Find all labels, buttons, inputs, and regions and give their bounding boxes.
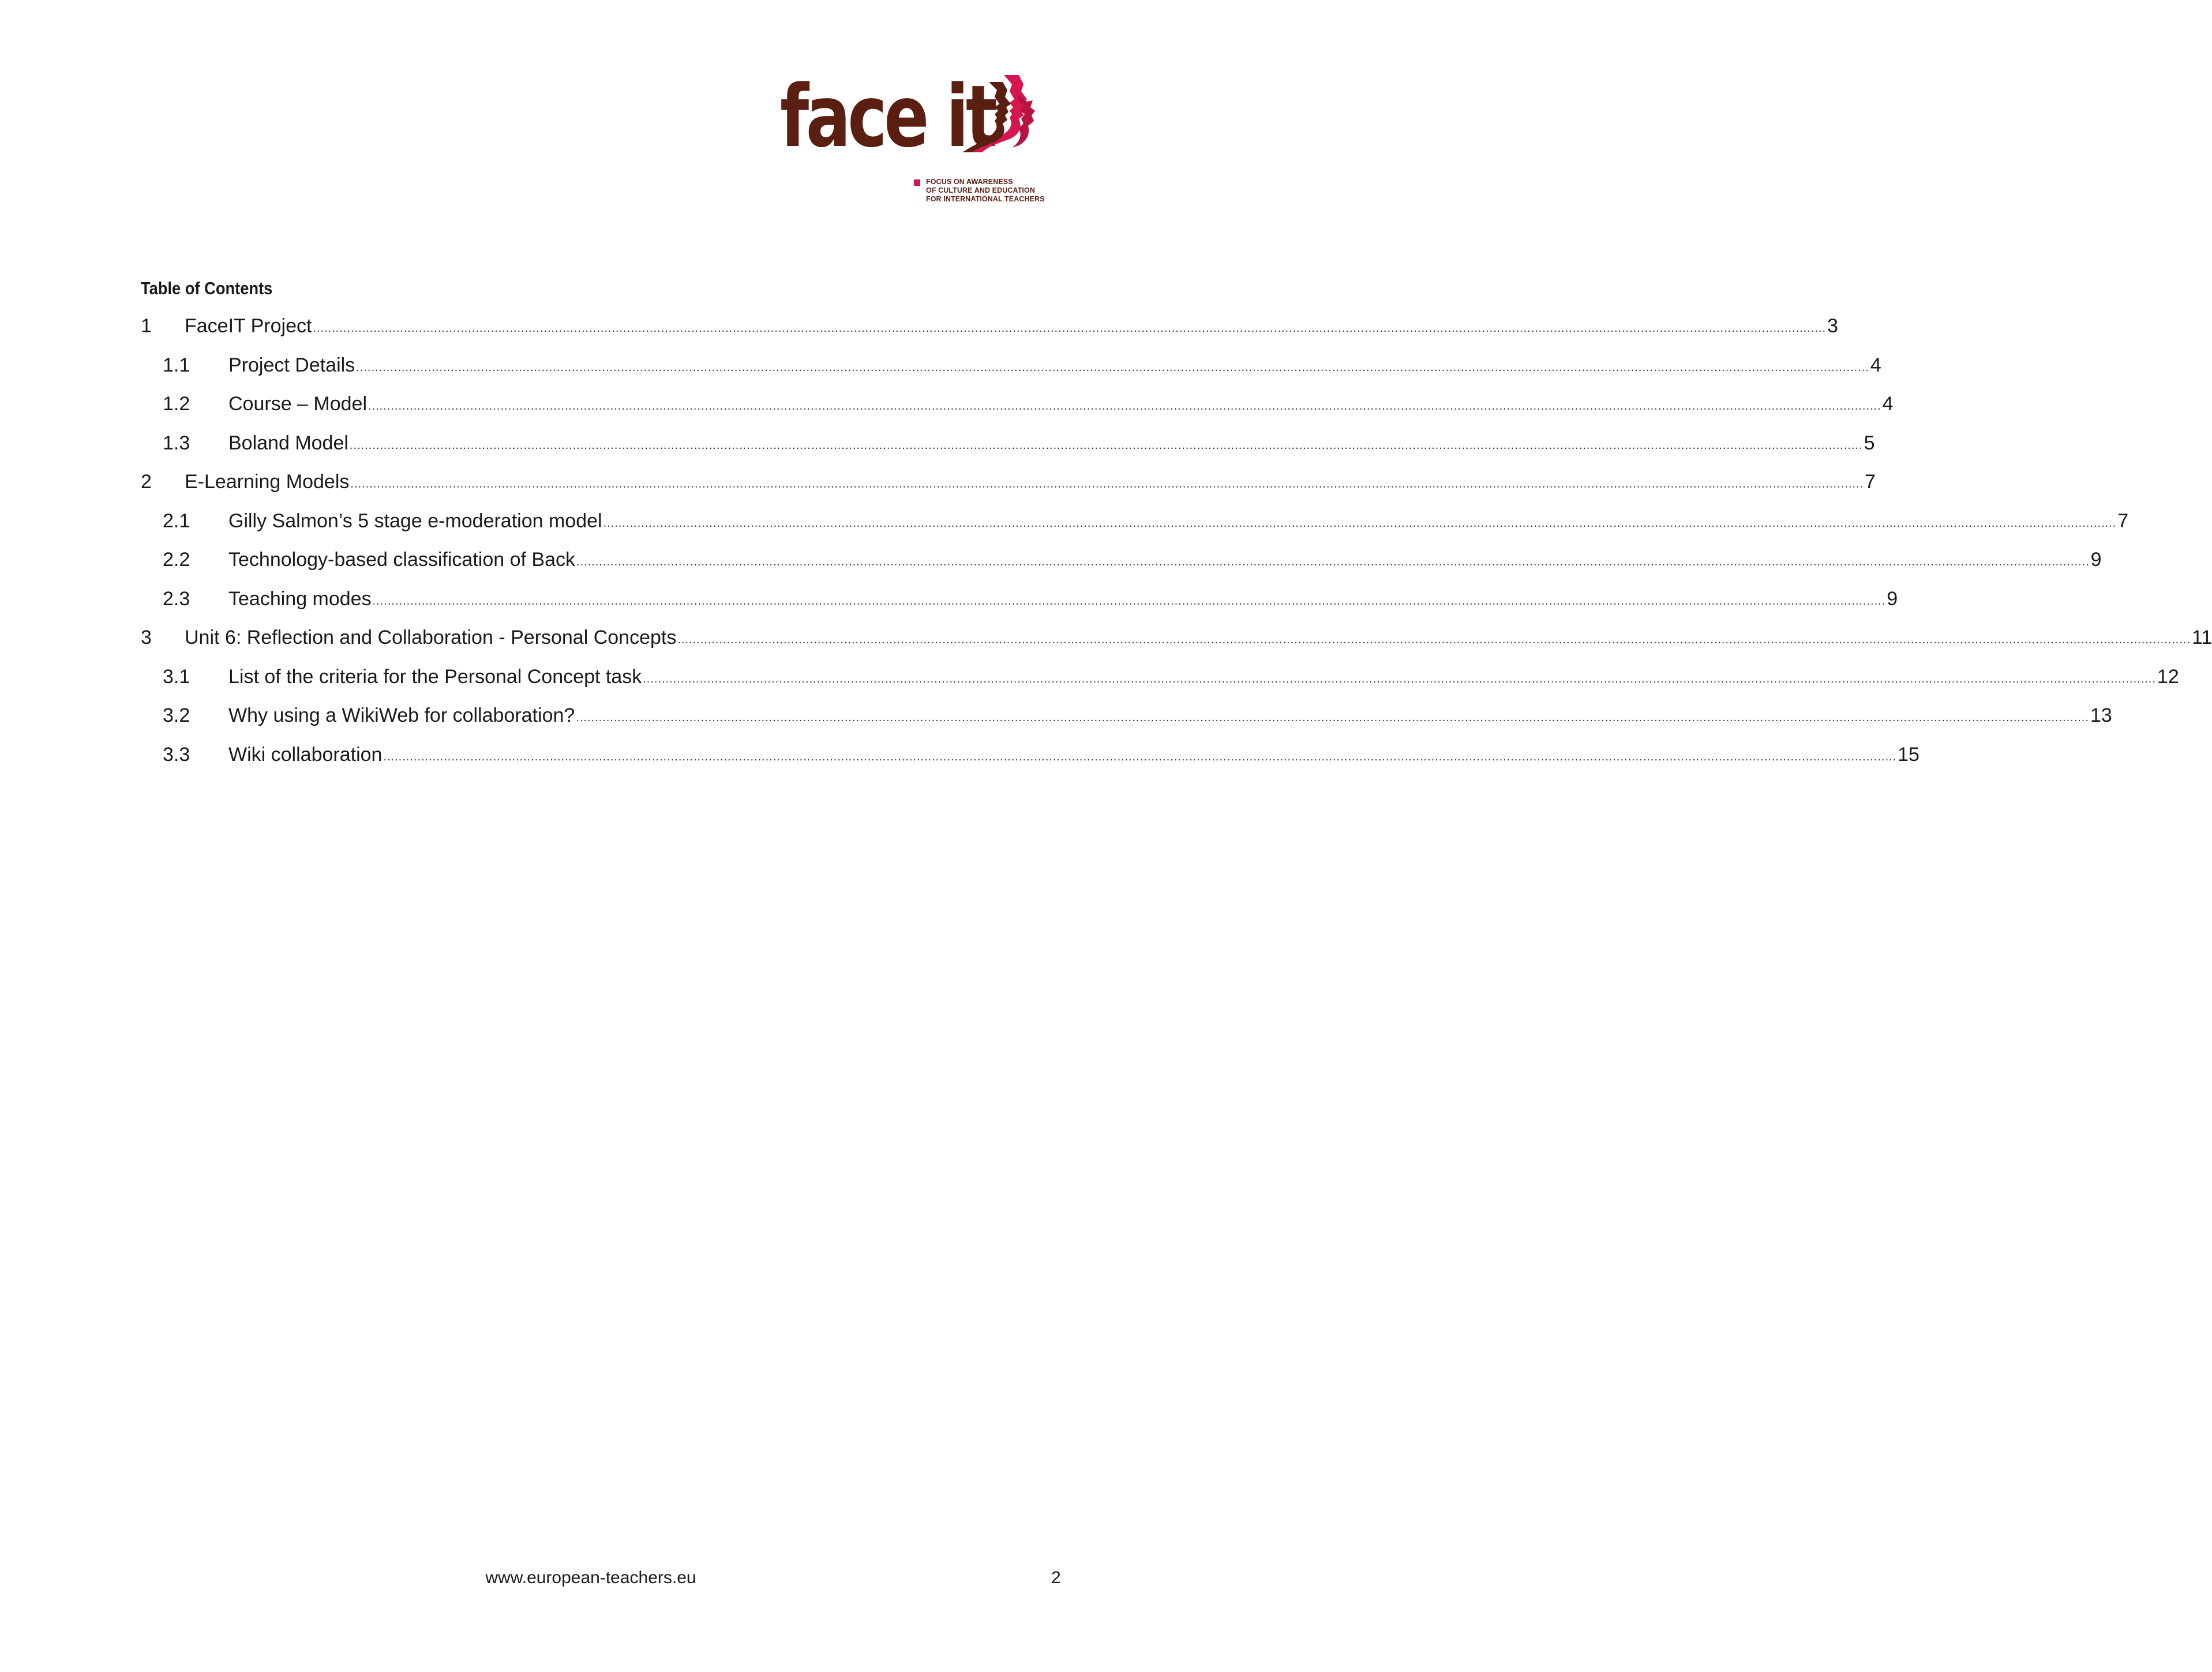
toc-dot-leader: ................................................................................................................................................................................................................................................................................................................................................................................................................	[383, 750, 1897, 763]
toc-dot-leader: ................................................................................................................................................................................................................................................................................................................................................................................................................	[372, 594, 1886, 608]
toc-entry-number: 2.2	[163, 549, 190, 571]
toc-entry-page: 9	[2090, 549, 2102, 571]
toc-entry-page: 12	[2157, 665, 2179, 688]
toc-entry-page: 5	[1864, 432, 1875, 454]
toc-entry-number: 3.3	[163, 743, 190, 766]
toc-entry-number: 2.3	[163, 587, 190, 610]
toc-list	[141, 313, 2212, 781]
toc-entry[interactable]	[141, 625, 2212, 664]
toc-entry-title: FaceIT Project	[185, 315, 312, 337]
toc-entry[interactable]	[141, 430, 1875, 470]
toc-entry-page: 4	[1870, 354, 1881, 376]
toc-entry[interactable]	[141, 586, 1898, 625]
toc-entry-title: Unit 6: Reflection and Collaboration - Personal Concepts	[185, 627, 677, 648]
toc-entry[interactable]	[141, 391, 1894, 430]
toc-dot-leader: ................................................................................................................................................................................................................................................................................................................................................................................................................	[356, 361, 1869, 374]
toc-entry-number: 3	[141, 627, 152, 648]
toc-dot-leader: ................................................................................................................................................................................................................................................................................................................................................................................................................	[677, 633, 2191, 646]
toc-entry-number: 2	[141, 471, 152, 493]
toc-entry-number: 1.2	[163, 393, 190, 415]
toc-entry-page: 7	[1865, 471, 1876, 493]
faces-profile-icon	[959, 74, 1045, 172]
toc-entry-number: 1	[141, 315, 152, 337]
footer-page-number: 2	[1051, 1568, 1061, 1587]
toc-entry[interactable]	[141, 703, 2112, 742]
toc-dot-leader: ................................................................................................................................................................................................................................................................................................................................................................................................................	[349, 438, 1863, 452]
toc-dot-leader: ................................................................................................................................................................................................................................................................................................................................................................................................................	[603, 516, 2117, 530]
toc-entry-title: Why using a WikiWeb for collaboration?	[228, 704, 575, 726]
toc-heading: Table of Contents	[141, 278, 273, 298]
footer-url: www.european-teachers.eu	[485, 1568, 696, 1587]
toc-entry[interactable]	[141, 469, 1876, 508]
toc-entry-page: 3	[1827, 315, 1839, 337]
toc-entry-number: 3.1	[163, 665, 190, 688]
toc-entry-number: 3.2	[163, 704, 190, 726]
toc-entry[interactable]	[141, 313, 1839, 353]
toc-entry[interactable]	[141, 547, 2102, 586]
toc-entry-title: Wiki collaboration	[228, 743, 383, 766]
toc-entry-title: E-Learning Models	[185, 471, 350, 493]
logo-tagline	[914, 178, 1045, 204]
toc-entry[interactable]	[141, 508, 2129, 548]
toc-entry-title: Teaching modes	[228, 587, 372, 610]
face-it-logo	[780, 67, 1045, 207]
toc-dot-leader: ................................................................................................................................................................................................................................................................................................................................................................................................................	[576, 556, 2090, 568]
toc-entry-page: 7	[2117, 509, 2129, 532]
logo-tagline-line: FOR INTERNATIONAL TEACHERS	[926, 195, 1045, 203]
toc-entry-number: 1.1	[163, 354, 190, 376]
toc-entry-title: Technology-based classification of Back	[228, 549, 575, 571]
toc-dot-leader: ................................................................................................................................................................................................................................................................................................................................................................................................................	[643, 672, 2156, 685]
toc-entry-number: 2.1	[163, 509, 190, 532]
toc-entry-title: Boland Model	[228, 432, 348, 454]
toc-entry-page: 11	[2192, 627, 2212, 648]
toc-entry-title: Course – Model	[228, 393, 368, 415]
toc-entry-number: 1.3	[163, 432, 190, 454]
logo-tagline-line: OF CULTURE AND EDUCATION	[926, 186, 1035, 194]
toc-entry-title: List of the criteria for the Personal Concept task	[228, 665, 642, 688]
toc-entry-page: 13	[2090, 704, 2112, 726]
toc-entry[interactable]	[141, 664, 2179, 703]
toc-dot-leader: ................................................................................................................................................................................................................................................................................................................................................................................................................	[313, 322, 1827, 335]
toc-entry-page: 15	[1898, 743, 1919, 766]
logo-wordmark: face it	[780, 67, 995, 166]
toc-entry-page: 4	[1882, 393, 1894, 415]
toc-entry-title: Project Details	[228, 354, 355, 376]
toc-dot-leader: ................................................................................................................................................................................................................................................................................................................................................................................................................	[576, 711, 2089, 724]
logo-bullet-square	[914, 179, 920, 186]
logo-tagline-line: FOCUS ON AWARENESS	[926, 178, 1013, 186]
toc-entry[interactable]	[141, 742, 1919, 781]
toc-dot-leader: ................................................................................................................................................................................................................................................................................................................................................................................................................	[350, 478, 1864, 490]
toc-dot-leader: ................................................................................................................................................................................................................................................................................................................................................................................................................	[368, 400, 1881, 413]
toc-entry[interactable]	[141, 353, 1881, 392]
table-of-contents	[141, 276, 2212, 781]
toc-entry-page: 9	[1887, 587, 1898, 610]
toc-entry-title: Gilly Salmon’s 5 stage e-moderation model	[228, 509, 602, 532]
